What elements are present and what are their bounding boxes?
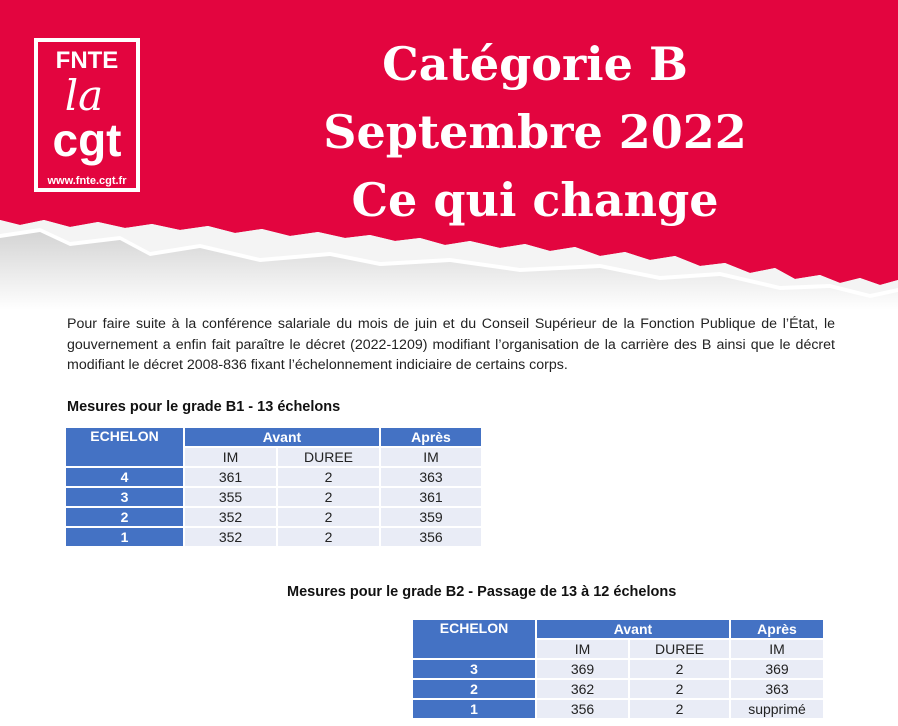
echelon-cell: 1 — [413, 700, 535, 718]
duree-cell: 2 — [630, 660, 729, 678]
header-avant: Avant — [537, 620, 729, 638]
title-line-2: Septembre 2022 — [323, 105, 747, 159]
table-row — [66, 528, 481, 546]
table-row — [413, 700, 823, 718]
logo-url-text: www.fnte.cgt.fr — [47, 175, 127, 187]
apres-cell: 361 — [381, 488, 481, 506]
im-cell: 361 — [185, 468, 276, 486]
header-apres: Après — [381, 428, 481, 446]
subheader-im: IM — [185, 448, 276, 466]
duree-cell: 2 — [278, 528, 379, 546]
duree-cell: 2 — [630, 700, 729, 718]
header-avant: Avant — [185, 428, 379, 446]
table-row — [413, 660, 823, 678]
duree-cell: 2 — [630, 680, 729, 698]
logo-cgt-text: cgt — [52, 114, 122, 166]
echelon-cell: 2 — [66, 508, 183, 526]
apres-cell: 369 — [731, 660, 823, 678]
title-line-3: Ce qui change — [351, 173, 719, 227]
im-cell: 352 — [185, 528, 276, 546]
b1-table — [64, 426, 483, 548]
im-cell: 356 — [537, 700, 628, 718]
page-title — [250, 30, 820, 234]
b2-table — [411, 618, 825, 720]
apres-cell: 356 — [381, 528, 481, 546]
duree-cell: 2 — [278, 488, 379, 506]
duree-cell: 2 — [278, 468, 379, 486]
subheader-im: IM — [537, 640, 628, 658]
table-row — [66, 468, 481, 486]
header-apres: Après — [731, 620, 823, 638]
subheader-duree: DUREE — [278, 448, 379, 466]
header-echelon: ECHELON — [413, 620, 535, 658]
im-cell: 352 — [185, 508, 276, 526]
table-row — [66, 508, 481, 526]
title-line-1: Catégorie B — [382, 37, 688, 91]
table-row — [413, 680, 823, 698]
subheader-duree: DUREE — [630, 640, 729, 658]
intro-paragraph: Pour faire suite à la conférence salariale du mois de juin et du Conseil Supérieur de la Fonction Publique de l’État, le gouvernement a enfin fait paraître le décret (2022-1209) modifiant l’organisation de la carrière des B ainsi que le décret modifiant le décret 2008-836 fixant l’échelonnement indiciaire de certains corps. — [67, 316, 835, 373]
header-echelon: ECHELON — [66, 428, 183, 466]
subheader-im-apres: IM — [381, 448, 481, 466]
im-cell: 362 — [537, 680, 628, 698]
apres-cell: 363 — [381, 468, 481, 486]
logo-fnte-text: FNTE — [55, 47, 119, 74]
echelon-cell: 1 — [66, 528, 183, 546]
im-cell: 355 — [185, 488, 276, 506]
echelon-cell: 3 — [413, 660, 535, 678]
echelon-cell: 3 — [66, 488, 183, 506]
table-row — [66, 488, 481, 506]
b1-heading: Mesures pour le grade B1 - 13 échelons — [67, 399, 341, 415]
echelon-cell: 2 — [413, 680, 535, 698]
subheader-im-apres: IM — [731, 640, 823, 658]
duree-cell: 2 — [278, 508, 379, 526]
apres-cell: 359 — [381, 508, 481, 526]
fnte-cgt-logo — [34, 38, 140, 192]
apres-cell: 363 — [731, 680, 823, 698]
apres-cell: supprimé — [731, 700, 823, 718]
im-cell: 369 — [537, 660, 628, 678]
logo-la-text: la — [64, 71, 104, 120]
echelon-cell: 4 — [66, 468, 183, 486]
b2-heading: Mesures pour le grade B2 - Passage de 13 à 12 échelons — [287, 584, 677, 600]
